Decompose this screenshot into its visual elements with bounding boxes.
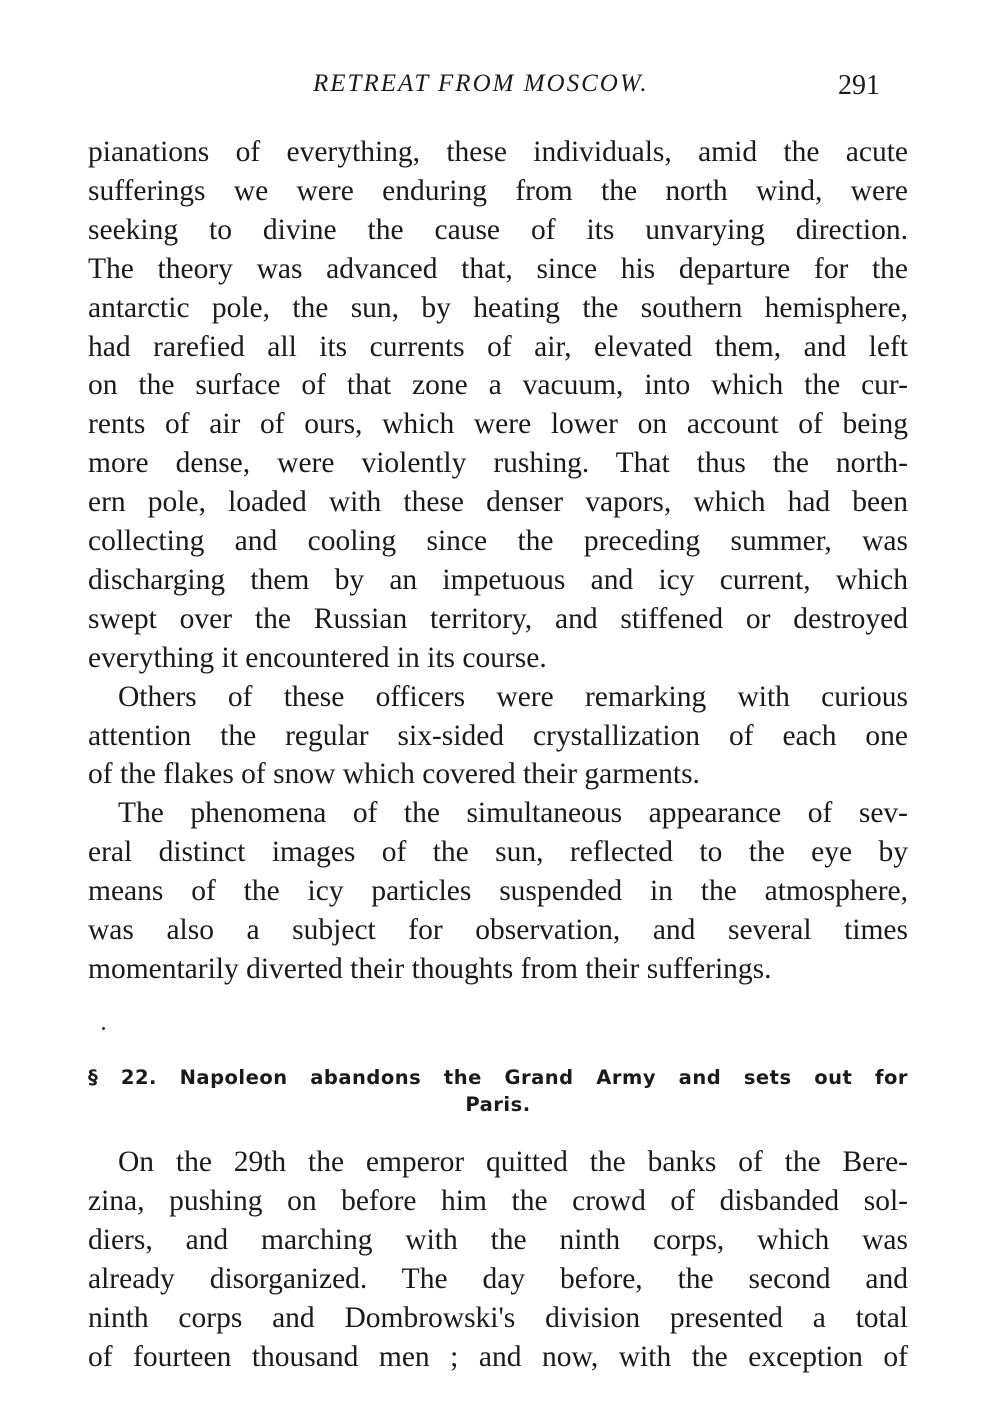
text-line: seeking to divine the cause of its unvarying direction. [88, 213, 908, 246]
text-line: momentarily diverted their thoughts from their sufferings. [88, 952, 772, 985]
text-line: zina, pushing on before him the crowd of disbanded sol- [88, 1184, 908, 1217]
text-line: ern pole, loaded with these denser vapors, which had been [88, 486, 908, 519]
text-line: On the 29th the emperor quitted the banks of the Bere- [118, 1146, 908, 1178]
page-number: 291 [838, 70, 880, 101]
text-line: sufferings we were enduring from the north wind, were [88, 174, 908, 207]
text-line: ninth corps and Dombrowski's division presented a total [88, 1301, 908, 1334]
text-line: diers, and marching with the ninth corps, which was [88, 1223, 908, 1256]
text-line: eral distinct images of the sun, reflected to the eye by [88, 836, 908, 869]
text-line: swept over the Russian territory, and stiffened or destroyed [88, 602, 908, 635]
text-line: collecting and cooling since the preceding summer, was [88, 525, 908, 557]
text-line: on the surface of that zone a vacuum, into which the cur- [88, 369, 908, 402]
text-line: was also a subject for observation, and several times [88, 914, 908, 946]
text-line: had rarefied all its currents of air, elevated them, and left [88, 330, 908, 363]
text-line: discharging them by an impetuous and icy current, which [88, 563, 908, 596]
text-line: of the flakes of snow which covered their garments. [88, 758, 700, 791]
text-line: means of the icy particles suspended in the atmosphere, [88, 875, 908, 908]
text-line: more dense, were violently rushing. That thus the north- [88, 447, 908, 480]
running-title: RETREAT FROM MOSCOW. [313, 70, 649, 97]
section-heading-line-2: Paris. [465, 1093, 531, 1116]
speck [102, 1027, 105, 1030]
text-line: rents of air of ours, which were lower on account of being [88, 408, 908, 441]
text-line: Others of these officers were remarking with curious [118, 680, 908, 713]
text-line: attention the regular six-sided crystallization of each one [88, 719, 908, 752]
text-line: pianations of everything, these individuals, amid the acute [88, 136, 908, 168]
text-line: everything it encountered in its course. [88, 641, 547, 674]
text-line: The phenomena of the simultaneous appearance of sev- [118, 797, 908, 830]
text-line: antarctic pole, the sun, by heating the southern hemisphere, [88, 291, 908, 324]
section-heading-line-1: § 22. Napoleon abandons the Grand Army and sets out for [88, 1066, 908, 1089]
text-line: The theory was advanced that, since his departure for the [88, 252, 908, 285]
text-line: of fourteen thousand men ; and now, with the exception of [88, 1340, 908, 1373]
text-line: already disorganized. The day before, the second and [88, 1262, 908, 1295]
